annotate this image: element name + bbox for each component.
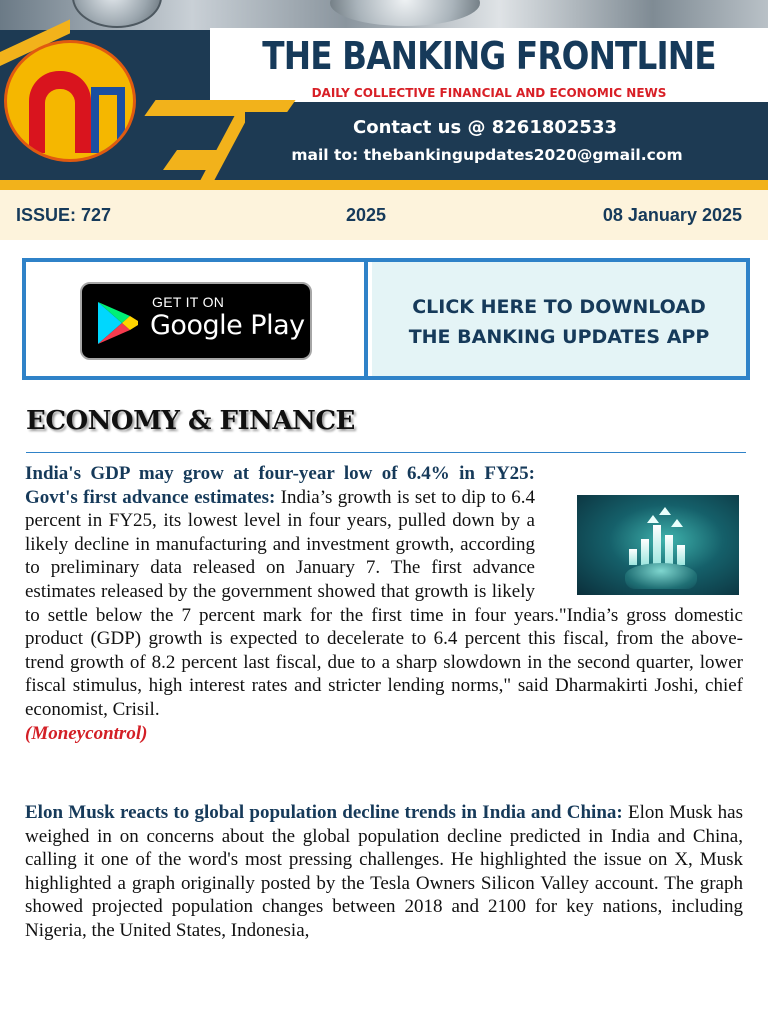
article-body: Elon Musk has weighed in on concerns about the global population decline predicted in India and China, calling it one of the word's most pressing challenges. He highlighted the issue on X, Musk highlighted a graph originally posted by the Tesla Owners Silicon Valley account. The graph showed projected population changes between 2018 and 2100 for key nations, including Nigeria, the United States, Indonesia, <box>25 802 743 941</box>
cta-line-1: CLICK HERE TO DOWNLOAD <box>412 296 706 318</box>
up-arrow-icon <box>647 515 659 523</box>
masthead <box>0 0 768 190</box>
article <box>25 462 743 745</box>
article-source: (Moneycontrol) <box>25 722 148 744</box>
issue-bar <box>0 190 768 240</box>
issue-year: 2025 <box>346 205 387 225</box>
article <box>25 801 743 943</box>
newspaper-title: THE BANKING FRONTLINE <box>262 34 716 78</box>
section-title: ECONOMY & FINANCE <box>26 406 355 436</box>
google-play-badge[interactable] <box>80 282 312 360</box>
contact-phone: Contact us @ 8261802533 <box>353 117 617 138</box>
cta-line-2: THE BANKING UPDATES APP <box>408 326 710 348</box>
download-cta-text[interactable] <box>372 292 746 352</box>
section-divider <box>26 452 746 453</box>
hands-image <box>625 563 697 589</box>
google-play-icon <box>96 300 140 346</box>
growth-chart-image <box>577 495 739 595</box>
issue-date: 08 January 2025 <box>602 205 742 225</box>
newspaper-logo <box>4 40 136 162</box>
app-download-banner[interactable] <box>22 258 750 380</box>
google-play-panel <box>26 262 368 376</box>
article-body: India’s growth is set to dip to 6.4 percent in FY25, its lowest level in four years, pulled down by a likely decline in manufacturing and investment growth, according to preliminary data released on January 7. The first advance estimates released by the government showed that growth is likely to settle below the 7 percent mark for the first time in four years."India’s gross domestic product (GDP) growth is expected to decelerate to 6.4 percent this fiscal, from the above-trend growth of 8.2 percent last fiscal, due to a sharp slowdown in the second quarter, lower fiscal stimulus, high interest rates and stricter lending norms," said Dharmakirti Joshi, chief economist, Crisil. <box>25 486 743 720</box>
issue-number: ISSUE: 727 <box>16 205 112 225</box>
download-cta[interactable] <box>372 262 746 376</box>
badge-get-it-on: GET IT ON <box>152 294 225 310</box>
up-arrow-icon <box>671 519 683 527</box>
contact-email: mail to: thebankingupdates2020@gmail.com <box>291 146 683 164</box>
article-headline: Elon Musk reacts to global population decline trends in India and China: <box>25 802 628 823</box>
badge-google-play: Google Play <box>150 310 305 341</box>
up-arrow-icon <box>659 507 671 515</box>
gold-strip <box>0 180 768 190</box>
article-headline: India's GDP may grow at four-year low of 6.4% in FY25: Govt's first advance estimates: <box>25 463 535 508</box>
newspaper-subtitle: DAILY COLLECTIVE FINANCIAL AND ECONOMIC NEWS <box>311 86 667 100</box>
